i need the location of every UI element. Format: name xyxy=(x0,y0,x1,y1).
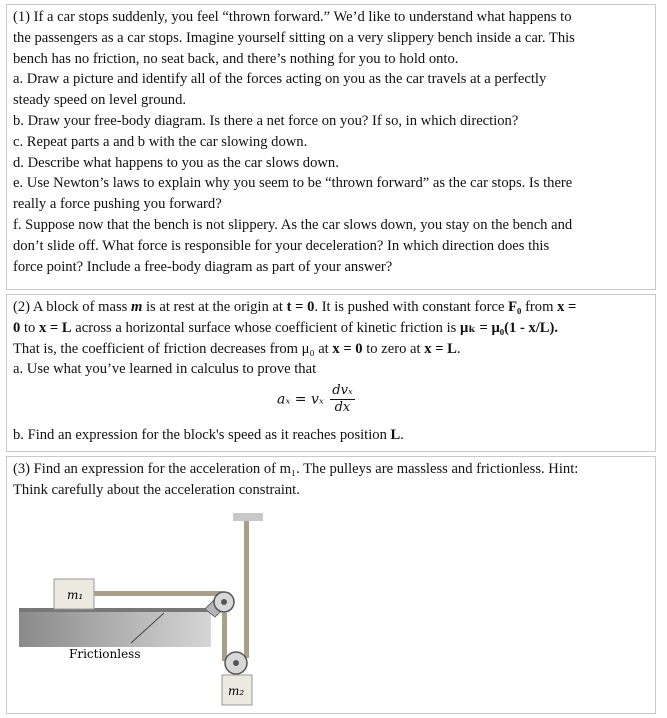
problem-3-text xyxy=(13,459,651,501)
problem-1-line: b. Draw your free-body diagram. Is there a net force on you? If so, in which direction? xyxy=(13,112,519,129)
problem-3-box xyxy=(6,456,656,714)
problem-1-text xyxy=(13,7,651,277)
problem-1-line: force point? Include a free-body diagram as part of your answer? xyxy=(13,258,393,275)
x-symbol: x = L xyxy=(424,340,457,357)
text: b. Find an expression for the block's speed as it reaches position xyxy=(13,427,391,443)
problem-2-line-4: a. Use what you’ve learned in calculus to prove that xyxy=(13,361,317,378)
text: That is, the coefficient of friction decreases from μ₀ at xyxy=(13,340,333,357)
problem-2-line-3 xyxy=(13,339,651,360)
rope-vertical-right xyxy=(244,521,249,658)
x-symbol: x = xyxy=(557,299,577,315)
table-top xyxy=(19,608,211,612)
text: (2) A block of mass xyxy=(13,299,131,315)
text: is at rest at the origin at xyxy=(142,299,287,315)
friction-formula: μₖ = μ₀(1 - x/L). xyxy=(459,319,559,336)
text: . xyxy=(400,427,404,443)
problem-2-text-b xyxy=(13,425,651,446)
problem-1-line: don’t slide off. What force is responsible for your deceleration? In which direction does this xyxy=(13,237,550,254)
equation-numerator: dvₓ xyxy=(332,383,353,398)
problem-1-line: the passengers as a car stops. Imagine yourself sitting on a very slippery bench inside a car. This xyxy=(13,29,575,46)
problem-1-box xyxy=(6,4,656,290)
ceiling-mount xyxy=(233,513,263,521)
problem-1-line: a. Draw a picture and identify all of the forces acting on you as the car travels at a perfectly xyxy=(13,71,547,88)
block-m2-label: m₂ xyxy=(228,684,245,698)
text: across a horizontal surface whose coefficient of kinetic friction is xyxy=(71,319,460,336)
equation-ax xyxy=(277,383,355,416)
problem-1-line: (1) If a car stops suddenly, you feel “thrown forward.” We’d like to understand what happens to xyxy=(13,9,572,25)
text: . It is pushed with constant force xyxy=(314,299,509,315)
text: . xyxy=(456,340,461,357)
problem-1-line: really a force pushing you forward? xyxy=(13,196,222,213)
rope-horizontal xyxy=(93,591,223,596)
x-symbol: x = 0 xyxy=(332,340,363,357)
hanging-pulley-axle xyxy=(233,660,239,666)
x-symbol: x = L xyxy=(38,319,72,336)
problem-1-line: c. Repeat parts a and b with the car slowing down. xyxy=(13,133,308,150)
problem-2-text xyxy=(13,297,651,380)
force-symbol: F₀ xyxy=(508,299,522,315)
pulley-diagram xyxy=(9,503,649,715)
problem-1-line: steady speed on level ground. xyxy=(13,92,187,109)
page xyxy=(6,4,660,714)
problem-2-line-5 xyxy=(13,425,651,446)
problem-3-line: (3) Find an expression for the acceleration of m₁. The pulleys are massless and frictionless. Hint: xyxy=(13,461,579,477)
problem-2-box xyxy=(6,294,656,452)
problem-1-line: d. Describe what happens to you as the car slows down. xyxy=(13,154,339,171)
frictionless-label: Frictionless xyxy=(69,647,141,661)
problem-1-line: f. Suppose now that the bench is not slippery. As the car slows down, you stay on the bench and xyxy=(13,216,573,233)
problem-2-line-1 xyxy=(13,297,651,318)
problem-1-line: bench has no friction, no seat back, and there’s nothing for you to hold onto. xyxy=(13,50,459,67)
problem-3-line: Think carefully about the acceleration constraint. xyxy=(13,481,300,498)
time-symbol: t = 0 xyxy=(286,299,315,315)
L-symbol: L xyxy=(390,427,401,443)
block-m1-label: m₁ xyxy=(67,588,84,602)
mass-symbol: m xyxy=(130,299,143,315)
equation-lhs: aₓ = vₓ xyxy=(277,391,324,408)
table xyxy=(19,611,211,647)
problem-1-line: e. Use Newton’s laws to explain why you seem to be “thrown forward” as the car stops. Is there xyxy=(13,175,573,192)
text: from xyxy=(521,299,558,315)
table-pulley-axle xyxy=(221,599,227,605)
text: to zero at xyxy=(362,340,425,357)
problem-2-line-2 xyxy=(13,318,651,339)
equation-denominator: dx xyxy=(334,400,351,415)
rope-vertical-left xyxy=(222,613,227,661)
zero-symbol: 0 xyxy=(13,319,21,336)
equation-fraction xyxy=(330,383,354,416)
text: to xyxy=(20,319,39,336)
